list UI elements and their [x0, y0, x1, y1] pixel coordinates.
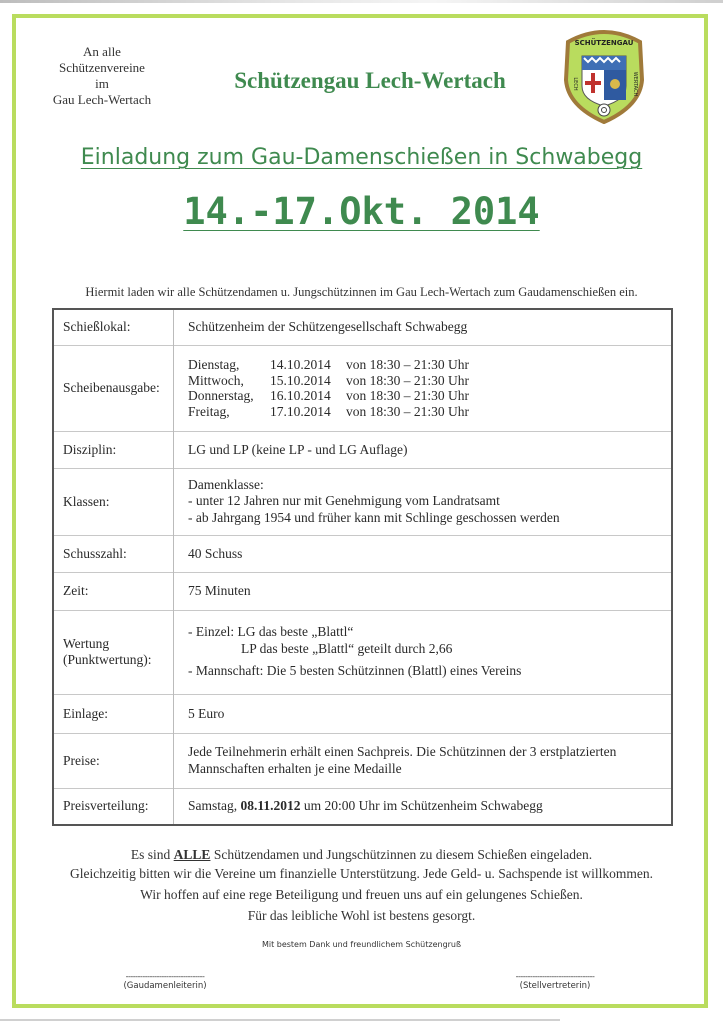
row-value	[174, 345, 673, 431]
addressee-block	[42, 44, 162, 108]
closing-line-3: Wir hoffen auf eine rege Beteiligung und freuen uns auf ein gelungenes Schießen.	[140, 887, 583, 902]
klassen-line: - unter 12 Jahren nur mit Genehmigung vom Landratsamt	[188, 493, 500, 509]
signature-line: ---------------------------------	[515, 972, 595, 981]
closing-emphasis: ALLE	[173, 847, 211, 862]
row-label: Zeit:	[53, 572, 174, 610]
addressee-line: An alle	[83, 44, 121, 59]
schuetzengau-crest-logo	[560, 28, 648, 124]
preise-line: Mannschaften erhalten je eine Medaille	[188, 760, 402, 776]
table-row-preisverteilung	[53, 788, 672, 825]
logo-right-text: WERTACH	[632, 71, 638, 97]
intro-text: Hiermit laden wir alle Schützendamen u. Jungschützinnen im Gau Lech-Wertach zum Gaudamenschießen ein.	[85, 285, 638, 299]
closing-line-4: Für das leibliche Wohl ist bestens gesorgt.	[247, 908, 476, 923]
logo-top-text: SCHÜTZENGAU	[574, 39, 634, 47]
closing-text: Schützendamen und Jungschützinnen zu diesem Schießen eingeladen.	[210, 847, 593, 862]
scan-edge-top	[0, 0, 723, 3]
addressee-line: Schützenvereine	[59, 60, 145, 75]
addressee-line: Gau Lech-Wertach	[52, 92, 152, 107]
thanks-greeting: Mit bestem Dank und freundlichem Schützengruß	[261, 940, 462, 949]
schedule-time: von 18:30 – 21:30 Uhr	[346, 372, 469, 388]
wertung-mannschaft: - Mannschaft: Die 5 besten Schützinnen (Blattl) eines Vereins	[188, 663, 522, 679]
logo-left-text: LECH	[572, 77, 578, 91]
klassen-line: Damenklasse:	[188, 476, 264, 492]
schedule-date: 16.10.2014	[270, 388, 331, 403]
signature-role: (Stellvertreterin)	[519, 981, 591, 991]
preisverteilung-post: um 20:00 Uhr im Schützenheim Schwabegg	[300, 798, 543, 814]
closing-line-2: Gleichzeitig bitten wir die Vereine um finanzielle Unterstützung. Jede Geld- u. Sachspende ist willkommen.	[69, 866, 654, 881]
table-row-einlage	[53, 694, 672, 733]
schedule-day: Mittwoch,	[188, 372, 244, 388]
schedule-time: von 18:30 – 21:30 Uhr	[346, 357, 469, 372]
preisverteilung-pre: Samstag,	[188, 798, 241, 814]
row-value: Schützenheim der Schützengesellschaft Schwabegg	[188, 319, 468, 335]
table-row-disziplin	[53, 431, 672, 468]
signature-gaudamenleiterin	[90, 972, 240, 991]
row-value	[174, 468, 673, 535]
signature-role: (Gaudamenleiterin)	[123, 981, 207, 991]
preise-line: Jede Teilnehmerin erhält einen Sachpreis. Die Schützinnen der 3 erstplatzierten	[188, 744, 617, 759]
row-value	[174, 610, 673, 694]
schedule-day: Freitag,	[188, 403, 230, 419]
scan-edge-bottom	[0, 1019, 560, 1021]
row-label: Einlage:	[53, 694, 174, 733]
row-value: 75 Minuten	[174, 572, 673, 610]
row-label	[53, 610, 174, 694]
row-value: LG und LP (keine LP - und LG Auflage)	[174, 431, 673, 468]
wertung-einzel-lp: LP das beste „Blattl“ geteilt durch 2,66	[241, 640, 453, 656]
signature-stellvertreterin	[480, 972, 630, 991]
schedule-grid	[188, 357, 661, 419]
schedule-date: 17.10.2014	[270, 403, 331, 419]
preisverteilung-date: 08.11.2012	[240, 798, 301, 814]
row-value: 40 Schuss	[174, 535, 673, 572]
row-label: Schusszahl:	[53, 535, 174, 572]
schedule-time: von 18:30 – 21:30 Uhr	[346, 388, 469, 403]
table-row-klassen	[53, 468, 672, 535]
row-value	[174, 788, 673, 825]
table-row-schiesslokal	[53, 309, 672, 345]
table-row-wertung	[53, 610, 672, 694]
table-row-preise	[53, 733, 672, 788]
addressee-line: im	[95, 76, 109, 91]
row-label: Preisverteilung:	[53, 788, 174, 825]
wertung-label-line: (Punktwertung):	[63, 652, 152, 667]
schedule-time: von 18:30 – 21:30 Uhr	[346, 403, 469, 419]
table-row-zeit	[53, 572, 672, 610]
row-value	[174, 733, 673, 788]
wertung-label-line: Wertung	[63, 635, 110, 651]
row-label: Scheibenausgabe:	[53, 345, 174, 431]
schedule-day: Donnerstag,	[188, 388, 254, 403]
wertung-einzel-lg: - Einzel: LG das beste „Blattl“	[188, 624, 354, 640]
klassen-line: - ab Jahrgang 1954 und früher kann mit Schlinge geschossen werden	[188, 509, 560, 525]
table-row-schusszahl	[53, 535, 672, 572]
row-label: Disziplin:	[53, 431, 174, 468]
closing-line-1	[20, 847, 703, 863]
organization-title: Schützengau Lech-Wertach	[234, 68, 506, 93]
event-info-table	[52, 308, 673, 826]
schedule-date: 15.10.2014	[270, 372, 331, 388]
row-label: Klassen:	[53, 468, 174, 535]
row-value: 5 Euro	[174, 694, 673, 733]
schedule-date: 14.10.2014	[270, 357, 331, 372]
signature-line: ---------------------------------	[125, 972, 205, 981]
row-label: Schießlokal:	[53, 309, 174, 345]
closing-text: Es sind	[130, 847, 174, 862]
schedule-day: Dienstag,	[188, 357, 240, 372]
event-dates: 14.-17.Okt. 2014	[183, 190, 540, 233]
invitation-headline: Einladung zum Gau-Damenschießen in Schwabegg	[80, 145, 643, 170]
table-row-scheibenausgabe	[53, 345, 672, 431]
row-label: Preise:	[53, 733, 174, 788]
